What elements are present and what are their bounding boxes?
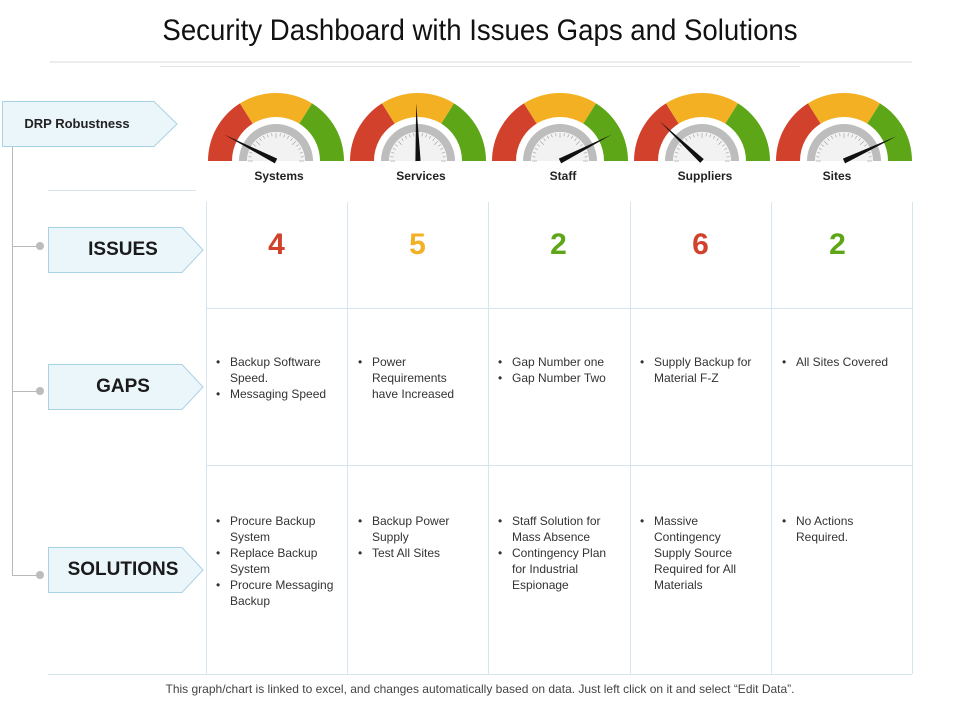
page-title: Security Dashboard with Issues Gaps and Solutions — [162, 14, 798, 47]
grid-line-row2 — [206, 465, 912, 466]
list-item: • Procure Messaging Backup — [210, 577, 334, 609]
solutions-list-suppliers — [634, 513, 758, 593]
grid-line-row1 — [206, 308, 912, 309]
list-item: • All Sites Covered — [776, 354, 900, 370]
grid-line-col2 — [488, 202, 489, 674]
issue-count-suppliers: 6 — [692, 228, 709, 261]
list-item: • Gap Number Two — [492, 370, 616, 386]
drp-robustness-text: DRP Robustness — [24, 116, 130, 131]
column-header-services: Services — [396, 169, 446, 183]
row-label-issues-text: ISSUES — [88, 239, 158, 260]
row-label-issues — [48, 227, 206, 273]
gauge-staff — [490, 92, 630, 164]
connector-dot-issues — [36, 242, 44, 250]
list-item: • Backup Power Supply — [352, 513, 476, 545]
list-item: • Gap Number one — [492, 354, 616, 370]
row-label-solutions-text: SOLUTIONS — [67, 559, 179, 580]
gaps-list-sites — [776, 354, 900, 370]
gaps-list-staff — [492, 354, 616, 386]
column-header-suppliers: Suppliers — [677, 169, 733, 183]
issue-count-staff: 2 — [550, 228, 567, 261]
row-label-gaps — [48, 364, 206, 410]
list-item: • Procure Backup System — [210, 513, 334, 545]
row-label-solutions — [48, 547, 206, 593]
drp-robustness-label — [2, 101, 176, 147]
grid-line-col4 — [771, 202, 772, 674]
gauge-sites — [774, 92, 914, 164]
row-label-gaps-text: GAPS — [96, 376, 150, 397]
title-divider — [50, 61, 912, 63]
connector-dot-solutions — [36, 571, 44, 579]
issue-count-services: 5 — [409, 228, 426, 261]
list-item: • Backup Software Speed. — [210, 354, 334, 386]
list-item: • Messaging Speed — [210, 386, 334, 402]
list-item: • Power Requirements have Increased — [352, 354, 476, 402]
column-header-systems: Systems — [254, 169, 304, 183]
list-item: • Supply Backup for Material F-Z — [634, 354, 758, 386]
issue-count-sites: 2 — [829, 228, 846, 261]
connector-dot-gaps — [36, 387, 44, 395]
solutions-list-services — [352, 513, 476, 561]
connector-spine — [12, 147, 13, 575]
gauge-services — [348, 92, 488, 164]
list-item: • Staff Solution for Mass Absence — [492, 513, 616, 545]
footer-note: This graph/chart is linked to excel, and changes automatically based on data. Just left click on it and select “Edit Data”. — [165, 682, 795, 696]
column-header-staff: Staff — [549, 169, 577, 183]
list-item: • Test All Sites — [352, 545, 476, 561]
grid-line-col3 — [630, 202, 631, 674]
footer-divider — [48, 674, 912, 675]
gaps-list-suppliers — [634, 354, 758, 386]
title-divider-secondary — [160, 66, 800, 67]
issue-count-systems: 4 — [268, 228, 285, 261]
solutions-list-systems — [210, 513, 334, 609]
grid-line-col5 — [912, 202, 913, 674]
grid-line-header — [48, 190, 196, 191]
solutions-list-staff — [492, 513, 616, 593]
gauge-suppliers — [632, 92, 772, 164]
grid-line-col1 — [347, 202, 348, 674]
list-item: • No Actions Required. — [776, 513, 900, 545]
gauge-systems — [206, 92, 346, 164]
grid-line-col0 — [206, 202, 207, 674]
column-header-sites: Sites — [822, 169, 852, 183]
gaps-list-services — [352, 354, 476, 402]
list-item: • Massive Contingency Supply Source Required for All Materials — [634, 513, 758, 593]
solutions-list-sites — [776, 513, 900, 545]
list-item: • Contingency Plan for Industrial Espionage — [492, 545, 616, 593]
list-item: • Replace Backup System — [210, 545, 334, 577]
gaps-list-systems — [210, 354, 334, 402]
